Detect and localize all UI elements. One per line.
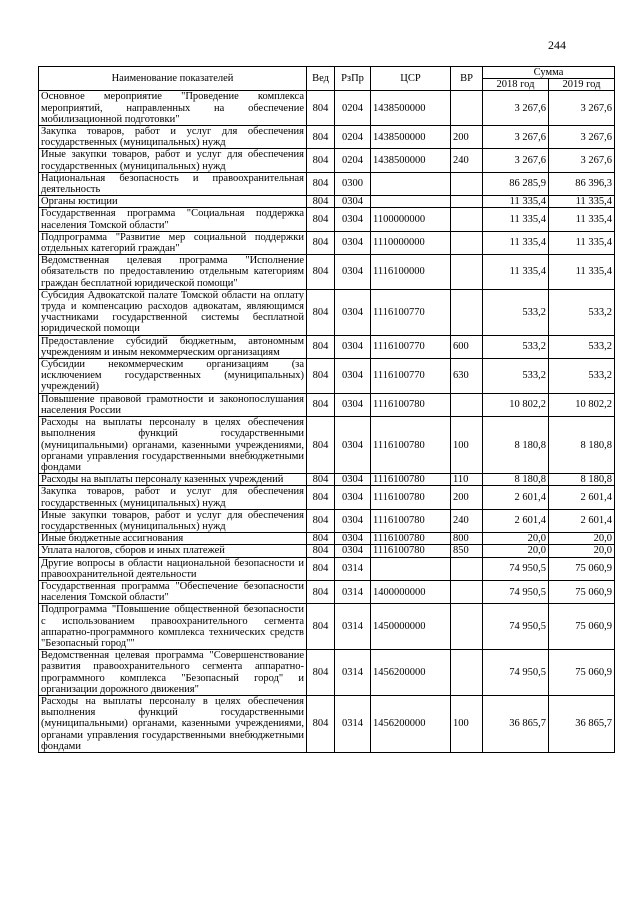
cell-ved: 804 bbox=[307, 604, 335, 650]
cell-rzpr: 0304 bbox=[335, 486, 371, 509]
cell-name: Повышение правовой грамотности и законопослушания населения России bbox=[39, 393, 307, 416]
cell-vr: 200 bbox=[451, 486, 483, 509]
cell-rzpr: 0204 bbox=[335, 149, 371, 172]
cell-2018: 20,0 bbox=[483, 533, 549, 545]
cell-vr bbox=[451, 580, 483, 603]
table-row bbox=[39, 91, 615, 126]
cell-ved: 804 bbox=[307, 533, 335, 545]
cell-csr: 1116100770 bbox=[371, 359, 451, 394]
cell-vr: 100 bbox=[451, 695, 483, 752]
cell-vr: 110 bbox=[451, 474, 483, 486]
cell-csr: 1110000000 bbox=[371, 231, 451, 254]
header-csr: ЦСР bbox=[371, 67, 451, 91]
cell-ved: 804 bbox=[307, 255, 335, 290]
cell-rzpr: 0300 bbox=[335, 172, 371, 195]
cell-name: Основное мероприятие "Проведение комплекса мероприятий, направленных на обеспечение мобилизационной подготовки" bbox=[39, 91, 307, 126]
cell-rzpr: 0304 bbox=[335, 359, 371, 394]
cell-rzpr: 0314 bbox=[335, 604, 371, 650]
cell-csr: 1116100000 bbox=[371, 255, 451, 290]
cell-csr: 1400000000 bbox=[371, 580, 451, 603]
cell-2019: 2 601,4 bbox=[549, 509, 615, 532]
cell-vr bbox=[451, 557, 483, 580]
cell-ved: 804 bbox=[307, 580, 335, 603]
cell-2018: 74 950,5 bbox=[483, 604, 549, 650]
cell-vr: 100 bbox=[451, 417, 483, 474]
cell-rzpr: 0314 bbox=[335, 695, 371, 752]
cell-2018: 11 335,4 bbox=[483, 231, 549, 254]
cell-vr bbox=[451, 393, 483, 416]
cell-ved: 804 bbox=[307, 91, 335, 126]
table-row bbox=[39, 335, 615, 358]
cell-name: Уплата налогов, сборов и иных платежей bbox=[39, 545, 307, 557]
header-name: Наименование показателей bbox=[39, 67, 307, 91]
cell-rzpr: 0304 bbox=[335, 231, 371, 254]
cell-vr bbox=[451, 604, 483, 650]
cell-vr: 240 bbox=[451, 149, 483, 172]
cell-vr: 800 bbox=[451, 533, 483, 545]
cell-name: Закупка товаров, работ и услуг для обеспечения государственных (муниципальных) нужд bbox=[39, 486, 307, 509]
cell-ved: 804 bbox=[307, 650, 335, 696]
cell-2018: 11 335,4 bbox=[483, 208, 549, 231]
cell-name: Государственная программа "Обеспечение безопасности населения Томской области" bbox=[39, 580, 307, 603]
table-row bbox=[39, 580, 615, 603]
cell-rzpr: 0304 bbox=[335, 393, 371, 416]
cell-rzpr: 0304 bbox=[335, 196, 371, 208]
table-row bbox=[39, 474, 615, 486]
cell-name: Ведомственная целевая программа "Исполнение обязательств по предоставлению отдельным категориям граждан бесплатной юридической помощи" bbox=[39, 255, 307, 290]
cell-2019: 75 060,9 bbox=[549, 580, 615, 603]
cell-csr bbox=[371, 172, 451, 195]
cell-rzpr: 0304 bbox=[335, 417, 371, 474]
cell-name: Расходы на выплаты персоналу казенных учреждений bbox=[39, 474, 307, 486]
cell-vr bbox=[451, 91, 483, 126]
cell-2018: 10 802,2 bbox=[483, 393, 549, 416]
cell-2019: 3 267,6 bbox=[549, 149, 615, 172]
cell-2019: 75 060,9 bbox=[549, 604, 615, 650]
cell-name: Органы юстиции bbox=[39, 196, 307, 208]
table-row bbox=[39, 172, 615, 195]
cell-vr bbox=[451, 255, 483, 290]
cell-ved: 804 bbox=[307, 289, 335, 335]
cell-vr: 200 bbox=[451, 126, 483, 149]
header-year-2018: 2018 год bbox=[483, 79, 549, 91]
cell-2018: 86 285,9 bbox=[483, 172, 549, 195]
table-row bbox=[39, 695, 615, 752]
cell-2019: 20,0 bbox=[549, 533, 615, 545]
cell-rzpr: 0304 bbox=[335, 509, 371, 532]
cell-ved: 804 bbox=[307, 126, 335, 149]
cell-2018: 3 267,6 bbox=[483, 149, 549, 172]
cell-name: Иные закупки товаров, работ и услуг для обеспечения государственных (муниципальных) нужд bbox=[39, 149, 307, 172]
cell-name: Подпрограмма "Развитие мер социальной поддержки отдельных категорий граждан" bbox=[39, 231, 307, 254]
header-rzpr: РзПр bbox=[335, 67, 371, 91]
cell-2018: 11 335,4 bbox=[483, 196, 549, 208]
cell-ved: 804 bbox=[307, 172, 335, 195]
cell-2018: 533,2 bbox=[483, 359, 549, 394]
page-number: 244 bbox=[548, 38, 566, 52]
cell-ved: 804 bbox=[307, 231, 335, 254]
cell-rzpr: 0204 bbox=[335, 91, 371, 126]
cell-name: Государственная программа "Социальная поддержка населения Томской области" bbox=[39, 208, 307, 231]
cell-rzpr: 0314 bbox=[335, 580, 371, 603]
cell-2019: 3 267,6 bbox=[549, 91, 615, 126]
cell-ved: 804 bbox=[307, 545, 335, 557]
cell-2019: 533,2 bbox=[549, 335, 615, 358]
cell-ved: 804 bbox=[307, 208, 335, 231]
cell-csr: 1116100780 bbox=[371, 393, 451, 416]
cell-ved: 804 bbox=[307, 695, 335, 752]
cell-name: Субсидии некоммерческим организациям (за исключением государственных (муниципальных) учреждений) bbox=[39, 359, 307, 394]
cell-csr: 1450000000 bbox=[371, 604, 451, 650]
cell-name: Расходы на выплаты персоналу в целях обеспечения выполнения функций государственными (муниципальными) органами, казенными учреждениями, органами управления государственными внебюджетными фондами bbox=[39, 695, 307, 752]
table-row bbox=[39, 557, 615, 580]
cell-2019: 10 802,2 bbox=[549, 393, 615, 416]
cell-vr bbox=[451, 208, 483, 231]
cell-rzpr: 0204 bbox=[335, 126, 371, 149]
cell-2018: 533,2 bbox=[483, 289, 549, 335]
table-row bbox=[39, 509, 615, 532]
cell-vr bbox=[451, 172, 483, 195]
cell-2019: 11 335,4 bbox=[549, 231, 615, 254]
cell-csr: 1438500000 bbox=[371, 126, 451, 149]
cell-csr: 1456200000 bbox=[371, 650, 451, 696]
cell-2019: 11 335,4 bbox=[549, 196, 615, 208]
cell-csr: 1438500000 bbox=[371, 91, 451, 126]
cell-name: Предоставление субсидий бюджетным, автономным учреждениям и иным некоммерческим организациям bbox=[39, 335, 307, 358]
cell-csr: 1116100780 bbox=[371, 417, 451, 474]
table-row bbox=[39, 533, 615, 545]
cell-vr: 600 bbox=[451, 335, 483, 358]
cell-ved: 804 bbox=[307, 509, 335, 532]
cell-name: Подпрограмма "Повышение общественной безопасности с использованием правоохранительного сегмента аппаратно-программного комплекса технических средств "Безопасный город"" bbox=[39, 604, 307, 650]
cell-ved: 804 bbox=[307, 474, 335, 486]
cell-2018: 36 865,7 bbox=[483, 695, 549, 752]
cell-csr: 1116100780 bbox=[371, 474, 451, 486]
table-row bbox=[39, 289, 615, 335]
cell-csr bbox=[371, 557, 451, 580]
cell-2018: 2 601,4 bbox=[483, 509, 549, 532]
table-row bbox=[39, 393, 615, 416]
cell-csr: 1116100780 bbox=[371, 533, 451, 545]
table-row bbox=[39, 208, 615, 231]
cell-2019: 11 335,4 bbox=[549, 255, 615, 290]
cell-2019: 75 060,9 bbox=[549, 650, 615, 696]
cell-name: Расходы на выплаты персоналу в целях обеспечения выполнения функций государственными (муниципальными) органами, казенными учреждениями, органами управления государственными внебюджетными фондами bbox=[39, 417, 307, 474]
cell-rzpr: 0304 bbox=[335, 208, 371, 231]
table-row bbox=[39, 231, 615, 254]
cell-ved: 804 bbox=[307, 359, 335, 394]
cell-name: Субсидия Адвокатской палате Томской области на оплату труда и компенсацию расходов адвокатам, являющимся участниками государственной системы бесплатной юридической помощи bbox=[39, 289, 307, 335]
cell-rzpr: 0304 bbox=[335, 255, 371, 290]
table-row bbox=[39, 196, 615, 208]
table-row bbox=[39, 126, 615, 149]
cell-ved: 804 bbox=[307, 196, 335, 208]
cell-2019: 11 335,4 bbox=[549, 208, 615, 231]
cell-rzpr: 0314 bbox=[335, 650, 371, 696]
cell-2018: 74 950,5 bbox=[483, 650, 549, 696]
cell-rzpr: 0304 bbox=[335, 533, 371, 545]
cell-vr: 850 bbox=[451, 545, 483, 557]
cell-2018: 533,2 bbox=[483, 335, 549, 358]
cell-2018: 2 601,4 bbox=[483, 486, 549, 509]
cell-csr: 1116100780 bbox=[371, 486, 451, 509]
cell-2019: 20,0 bbox=[549, 545, 615, 557]
cell-name: Иные бюджетные ассигнования bbox=[39, 533, 307, 545]
cell-name: Другие вопросы в области национальной безопасности и правоохранительной деятельности bbox=[39, 557, 307, 580]
cell-2019: 36 865,7 bbox=[549, 695, 615, 752]
cell-ved: 804 bbox=[307, 149, 335, 172]
cell-2019: 2 601,4 bbox=[549, 486, 615, 509]
cell-2019: 8 180,8 bbox=[549, 474, 615, 486]
cell-2018: 3 267,6 bbox=[483, 91, 549, 126]
cell-name: Национальная безопасность и правоохранительная деятельность bbox=[39, 172, 307, 195]
table-header bbox=[39, 67, 615, 91]
table-row bbox=[39, 604, 615, 650]
cell-2018: 8 180,8 bbox=[483, 417, 549, 474]
cell-2019: 3 267,6 bbox=[549, 126, 615, 149]
header-ved: Вед bbox=[307, 67, 335, 91]
table-body bbox=[39, 91, 615, 753]
table-row bbox=[39, 149, 615, 172]
cell-ved: 804 bbox=[307, 417, 335, 474]
cell-rzpr: 0304 bbox=[335, 335, 371, 358]
cell-rzpr: 0304 bbox=[335, 474, 371, 486]
table-row bbox=[39, 650, 615, 696]
cell-vr bbox=[451, 289, 483, 335]
cell-2019: 533,2 bbox=[549, 359, 615, 394]
cell-ved: 804 bbox=[307, 557, 335, 580]
table-row bbox=[39, 255, 615, 290]
cell-ved: 804 bbox=[307, 393, 335, 416]
cell-2018: 74 950,5 bbox=[483, 557, 549, 580]
cell-csr: 1438500000 bbox=[371, 149, 451, 172]
cell-name: Иные закупки товаров, работ и услуг для обеспечения государственных (муниципальных) нужд bbox=[39, 509, 307, 532]
cell-2019: 533,2 bbox=[549, 289, 615, 335]
cell-rzpr: 0304 bbox=[335, 289, 371, 335]
cell-rzpr: 0304 bbox=[335, 545, 371, 557]
cell-csr: 1116100780 bbox=[371, 509, 451, 532]
cell-name: Ведомственная целевая программа "Совершенствование развития правоохранительного сегмента аппаратно-программного комплекса "Безопасный город" и организации дорожного движения" bbox=[39, 650, 307, 696]
cell-csr: 1116100770 bbox=[371, 335, 451, 358]
cell-csr: 1100000000 bbox=[371, 208, 451, 231]
cell-2018: 74 950,5 bbox=[483, 580, 549, 603]
cell-2018: 20,0 bbox=[483, 545, 549, 557]
table-row bbox=[39, 486, 615, 509]
header-year-2019: 2019 год bbox=[549, 79, 615, 91]
cell-ved: 804 bbox=[307, 486, 335, 509]
cell-vr: 240 bbox=[451, 509, 483, 532]
cell-csr: 1456200000 bbox=[371, 695, 451, 752]
cell-2019: 75 060,9 bbox=[549, 557, 615, 580]
budget-table bbox=[38, 66, 615, 753]
cell-2018: 8 180,8 bbox=[483, 474, 549, 486]
cell-name: Закупка товаров, работ и услуг для обеспечения государственных (муниципальных) нужд bbox=[39, 126, 307, 149]
cell-csr: 1116100780 bbox=[371, 545, 451, 557]
cell-vr bbox=[451, 231, 483, 254]
cell-csr: 1116100770 bbox=[371, 289, 451, 335]
table-row bbox=[39, 545, 615, 557]
header-sum: Сумма bbox=[483, 67, 615, 79]
cell-2019: 86 396,3 bbox=[549, 172, 615, 195]
cell-csr bbox=[371, 196, 451, 208]
header-vr: ВР bbox=[451, 67, 483, 91]
cell-ved: 804 bbox=[307, 335, 335, 358]
table-row bbox=[39, 417, 615, 474]
cell-vr: 630 bbox=[451, 359, 483, 394]
cell-vr bbox=[451, 650, 483, 696]
table-row bbox=[39, 359, 615, 394]
cell-2019: 8 180,8 bbox=[549, 417, 615, 474]
cell-2018: 3 267,6 bbox=[483, 126, 549, 149]
cell-2018: 11 335,4 bbox=[483, 255, 549, 290]
cell-rzpr: 0314 bbox=[335, 557, 371, 580]
cell-vr bbox=[451, 196, 483, 208]
